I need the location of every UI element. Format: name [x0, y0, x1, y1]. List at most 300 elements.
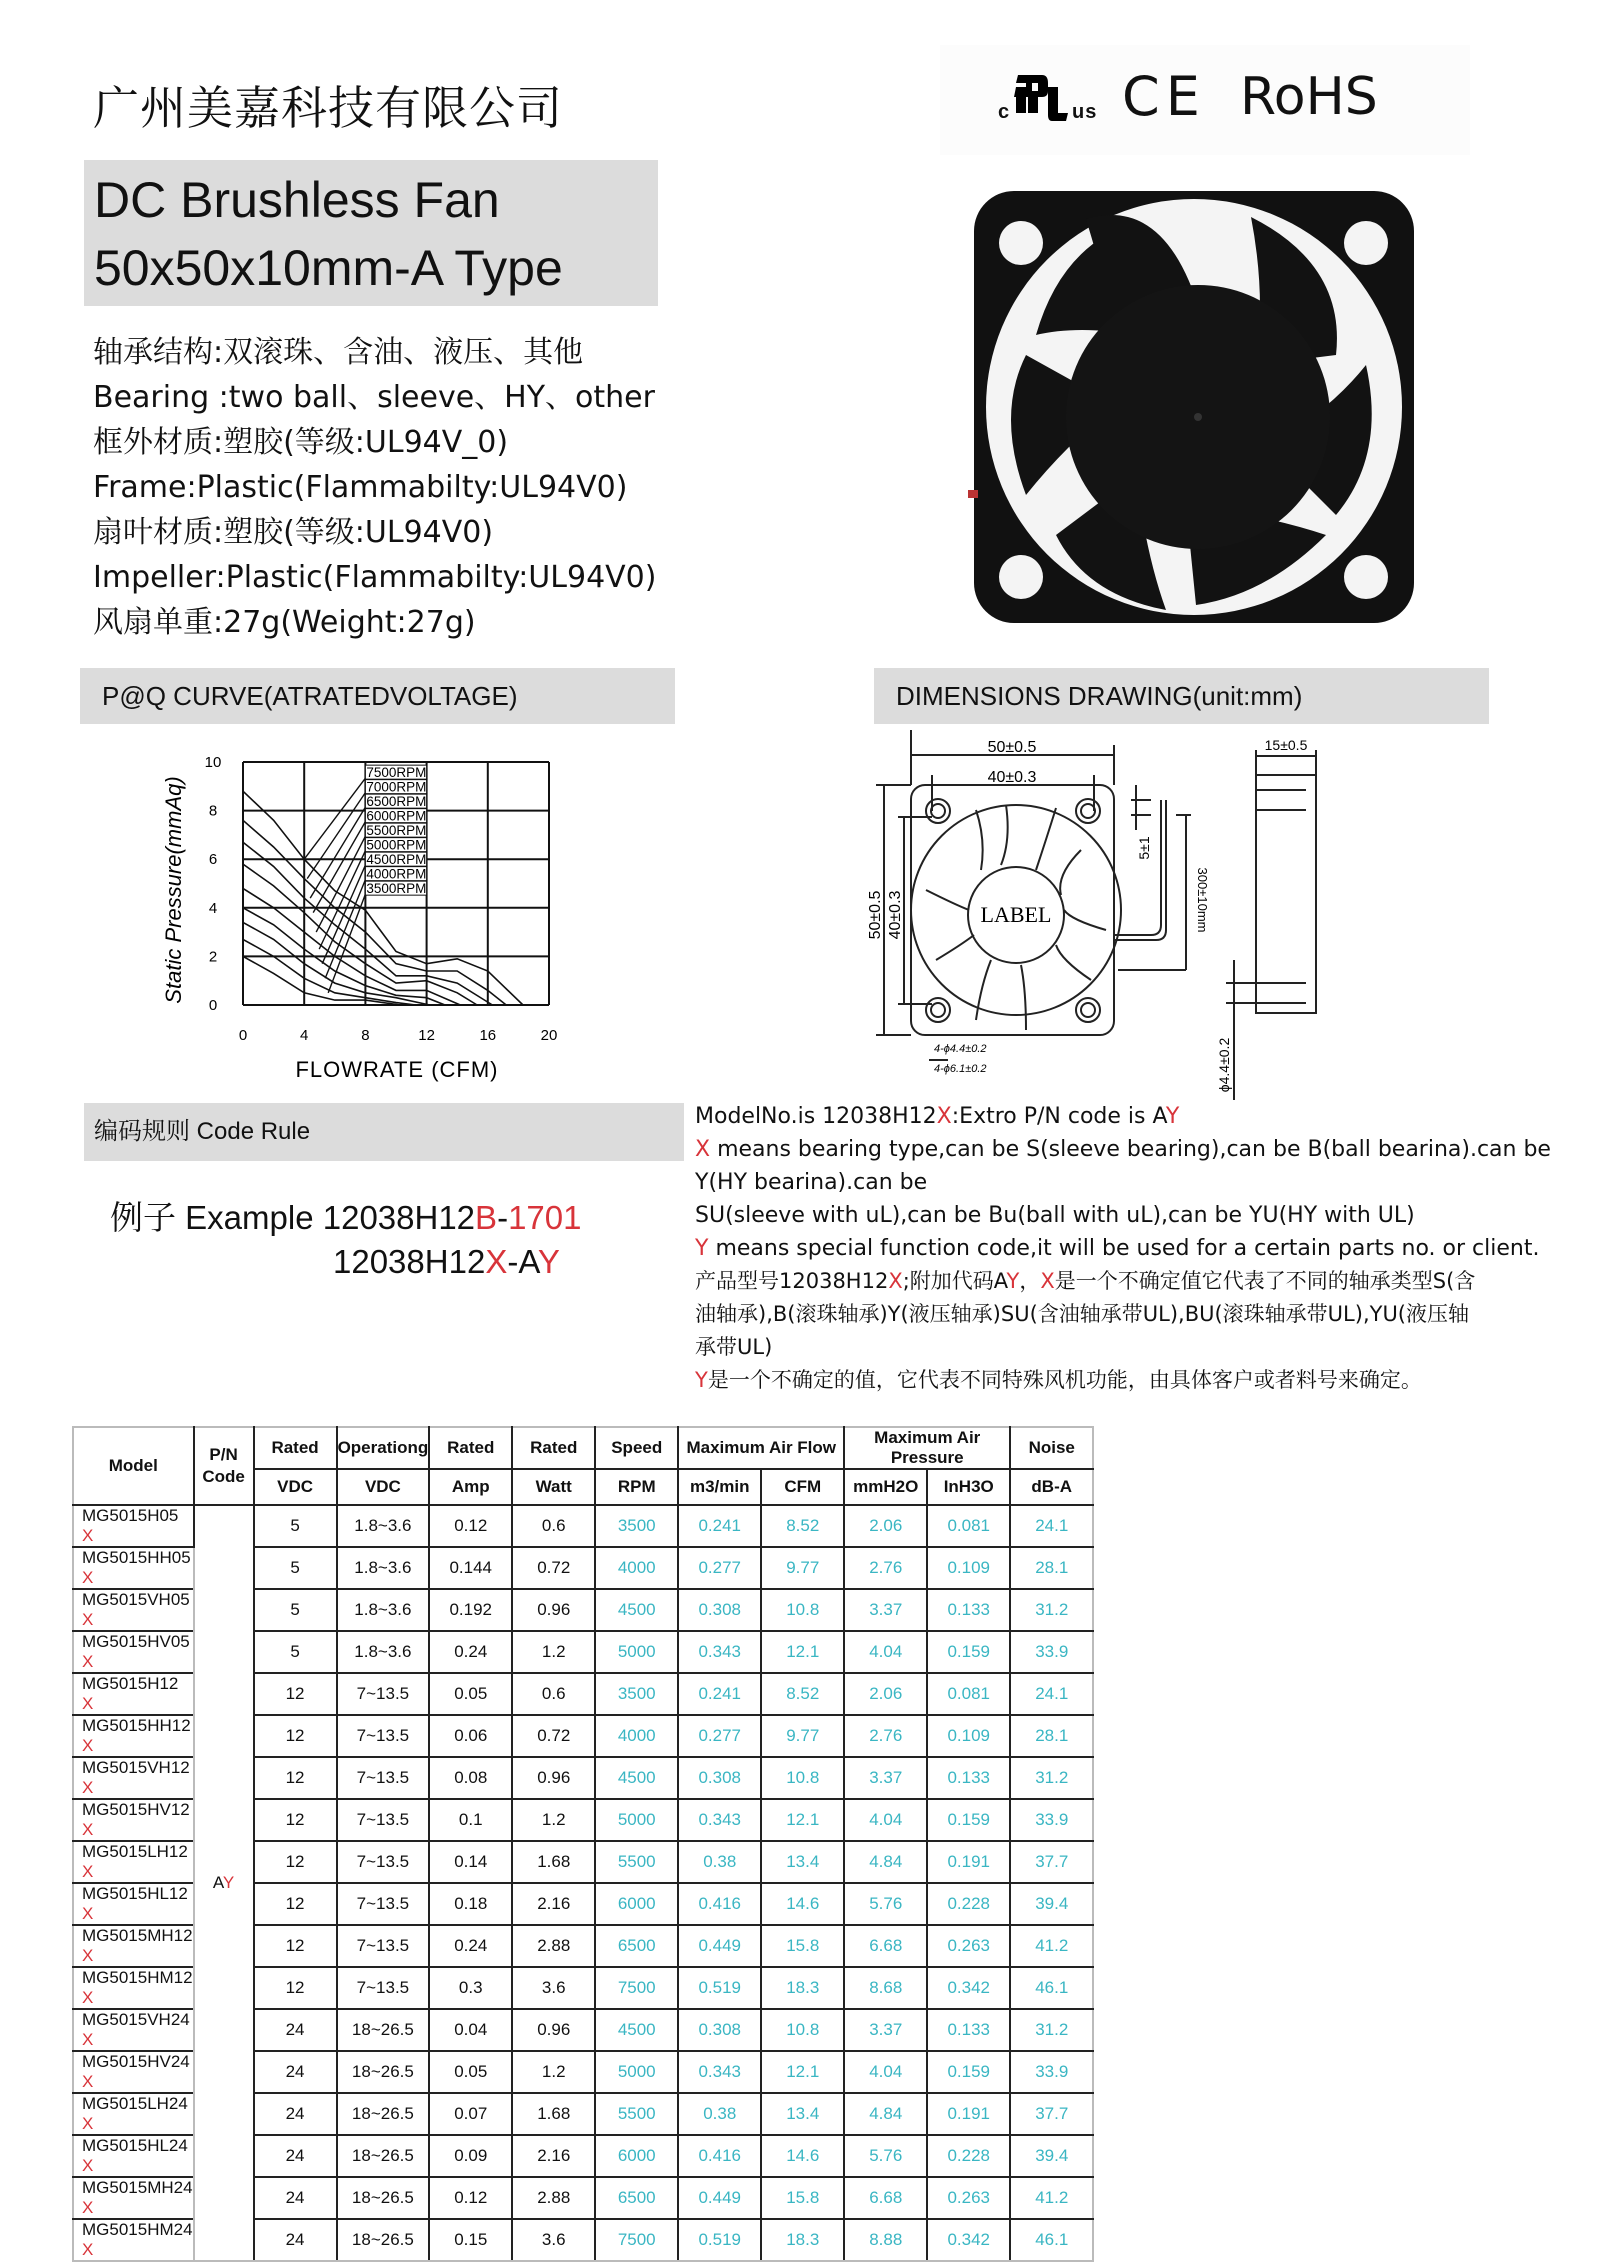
cell-vdc: 24: [254, 2093, 337, 2135]
cell-amp: 0.06: [429, 1715, 512, 1757]
cell-vdc: 24: [254, 2219, 337, 2261]
unit-header: Watt: [512, 1469, 595, 1505]
code-line: 油轴承),B(滚珠轴承)Y(液压轴承)SU(含油轴承带UL),BU(滚珠轴承带UL),YU(液压轴: [695, 1302, 1470, 1326]
cell-watt: 1.68: [512, 1841, 595, 1883]
model-base: MG5015MH12: [82, 1926, 193, 1945]
cell-m3: 0.38: [678, 1841, 761, 1883]
cell-amp: 0.192: [429, 1589, 512, 1631]
cell-watt: 3.6: [512, 1967, 595, 2009]
legend-label: 6000RPM: [366, 808, 427, 824]
model-base: MG5015HM24: [82, 2220, 193, 2239]
x-tick-label: 0: [238, 1027, 248, 1044]
cell-vdc: 12: [254, 1757, 337, 1799]
code-rule-description: [695, 1100, 1575, 1397]
cell-model: [73, 1505, 194, 1547]
col-header-noise: Noise: [1010, 1427, 1093, 1469]
dim-hole-spec2: 4-ϕ6.1±0.2: [934, 1063, 987, 1075]
dim-lead-offset: 5±1: [1136, 836, 1152, 860]
cell-cfm: 10.8: [761, 2009, 844, 2051]
cell-mm: 6.68: [844, 2177, 927, 2219]
model-base: MG5015LH24: [82, 2094, 188, 2113]
model-base: MG5015HL12: [82, 1884, 188, 1903]
ul-c-text: c: [998, 101, 1010, 123]
dim-side-hole: ϕ4.4±0.2: [1216, 1037, 1232, 1093]
model-base: MG5015HL24: [82, 2136, 188, 2155]
pq-curve-title: P@Q CURVE(ATRATEDVOLTAGE): [102, 681, 518, 711]
cell-cfm: 18.3: [761, 1967, 844, 2009]
dimensions-header: [874, 668, 1489, 724]
model-x-suffix: X: [82, 2156, 94, 2175]
unit-header: mmH2O: [844, 1469, 927, 1505]
cell-op: 7~13.5: [337, 1715, 430, 1757]
model-base: MG5015HV12: [82, 1800, 190, 1819]
model-x-suffix: X: [82, 1904, 94, 1923]
model-x-suffix: X: [82, 2072, 94, 2091]
cell-inh: 0.133: [927, 2009, 1010, 2051]
model-x-suffix: X: [82, 1988, 94, 2007]
cell-m3: 0.277: [678, 1715, 761, 1757]
cell-watt: 3.6: [512, 2219, 595, 2261]
model-x-suffix: X: [82, 1694, 94, 1713]
cell-rpm: 4000: [595, 1547, 678, 1589]
cell-m3: 0.343: [678, 2051, 761, 2093]
cell-vdc: 12: [254, 1883, 337, 1925]
cell-db: 46.1: [1010, 1967, 1093, 2009]
legend-label: 5000RPM: [366, 837, 427, 853]
cell-inh: 0.109: [927, 1547, 1010, 1589]
cell-watt: 1.2: [512, 2051, 595, 2093]
cell-model: [73, 1589, 194, 1631]
cell-amp: 0.18: [429, 1883, 512, 1925]
model-base: MG5015MH24: [82, 2178, 193, 2197]
legend-label: 4500RPM: [366, 852, 427, 868]
cell-op: 7~13.5: [337, 1757, 430, 1799]
cell-cfm: 12.1: [761, 1799, 844, 1841]
cell-db: 33.9: [1010, 1631, 1093, 1673]
cell-vdc: 12: [254, 1673, 337, 1715]
spec-line: 框外材质:塑胶(等级:UL94V_0): [93, 425, 509, 460]
y-tick-label: 0: [208, 997, 218, 1014]
cell-inh: 0.263: [927, 1925, 1010, 1967]
cell-cfm: 13.4: [761, 1841, 844, 1883]
cell-db: 37.7: [1010, 2093, 1093, 2135]
cell-op: 7~13.5: [337, 1673, 430, 1715]
cell-model: [73, 1547, 194, 1589]
model-base: MG5015HH05: [82, 1548, 191, 1567]
model-base: MG5015VH05: [82, 1590, 190, 1609]
cell-op: 1.8~3.6: [337, 1589, 430, 1631]
product-title-line2: 50x50x10mm-A Type: [94, 240, 563, 296]
col-header-speed: Speed: [595, 1427, 678, 1469]
model-x-suffix: X: [82, 2114, 94, 2133]
example-base: 12038H12: [333, 1243, 486, 1280]
code-line: Y(HY bearina).can be: [695, 1170, 928, 1195]
dim-lead-length: 300±10mm: [1195, 867, 1210, 933]
cell-inh: 0.133: [927, 1757, 1010, 1799]
cell-rpm: 6500: [595, 2177, 678, 2219]
cell-db: 33.9: [1010, 1799, 1093, 1841]
model-base: MG5015LH12: [82, 1842, 188, 1861]
table-row: [73, 1505, 1093, 1547]
cell-db: 31.2: [1010, 1757, 1093, 1799]
series-line: [243, 939, 416, 1005]
unit-header: VDC: [337, 1469, 430, 1505]
cell-rpm: 6000: [595, 2135, 678, 2177]
cell-db: 33.9: [1010, 2051, 1093, 2093]
col-header-pn-code: P/N Code: [194, 1427, 254, 1505]
cell-watt: 0.72: [512, 1715, 595, 1757]
fan-product-photo: [966, 155, 1426, 635]
cell-watt: 1.2: [512, 1799, 595, 1841]
cell-db: 39.4: [1010, 1883, 1093, 1925]
cell-rpm: 5000: [595, 2051, 678, 2093]
model-base: MG5015H12: [82, 1674, 179, 1693]
product-title-line1: DC Brushless Fan: [94, 172, 500, 228]
unit-header: InH3O: [927, 1469, 1010, 1505]
cell-amp: 0.14: [429, 1841, 512, 1883]
cell-m3: 0.416: [678, 2135, 761, 2177]
spec-list: [93, 330, 656, 645]
product-title-box: [84, 160, 658, 306]
pn-code-y: Y: [222, 1873, 235, 1892]
model-x-suffix: X: [82, 1568, 94, 1587]
cell-op: 18~26.5: [337, 2219, 430, 2261]
cell-inh: 0.228: [927, 1883, 1010, 1925]
chart-x-axis-label: FLOWRATE (CFM): [295, 1057, 499, 1082]
x-tick-label: 16: [479, 1027, 497, 1044]
code-line: Y是一个不确定的值，它代表不同特殊风机功能，由具体客户或者料号来确定。: [695, 1368, 1422, 1392]
cell-op: 7~13.5: [337, 1967, 430, 2009]
cell-vdc: 12: [254, 1925, 337, 1967]
cell-db: 41.2: [1010, 1925, 1093, 1967]
cell-rpm: 5000: [595, 1631, 678, 1673]
dimensions-drawing: [866, 730, 1426, 1100]
cell-cfm: 14.6: [761, 2135, 844, 2177]
cell-amp: 0.07: [429, 2093, 512, 2135]
cell-watt: 1.68: [512, 2093, 595, 2135]
cell-rpm: 3500: [595, 1673, 678, 1715]
cell-watt: 2.16: [512, 2135, 595, 2177]
cell-inh: 0.191: [927, 1841, 1010, 1883]
cell-op: 18~26.5: [337, 2009, 430, 2051]
cell-cfm: 13.4: [761, 2093, 844, 2135]
cell-cfm: 15.8: [761, 1925, 844, 1967]
cell-db: 24.1: [1010, 1673, 1093, 1715]
cell-mm: 3.37: [844, 1757, 927, 1799]
cell-op: 18~26.5: [337, 2093, 430, 2135]
cell-cfm: 9.77: [761, 1715, 844, 1757]
cell-model: [73, 1673, 194, 1715]
cell-watt: 2.16: [512, 1883, 595, 1925]
cell-inh: 0.159: [927, 1799, 1010, 1841]
dim-hole-spec1: 4-ϕ4.4±0.2: [934, 1043, 987, 1055]
model-base: MG5015H05: [82, 1506, 179, 1525]
cell-vdc: 24: [254, 2135, 337, 2177]
company-name: 广州美嘉科技有限公司: [93, 81, 563, 135]
cell-inh: 0.159: [927, 2051, 1010, 2093]
cell-m3: 0.449: [678, 1925, 761, 1967]
cell-m3: 0.241: [678, 1505, 761, 1547]
cell-mm: 2.76: [844, 1715, 927, 1757]
code-example-1: [110, 1192, 581, 1239]
code-example-2: [333, 1243, 560, 1281]
cell-model: [73, 1925, 194, 1967]
model-base: MG5015HV24: [82, 2052, 190, 2071]
model-x-suffix: X: [82, 1862, 94, 1881]
code-rule-header: [84, 1103, 684, 1161]
spec-line: Bearing :two ball、sleeve、HY、other: [93, 380, 655, 415]
cell-watt: 0.6: [512, 1673, 595, 1715]
cell-cfm: 14.6: [761, 1883, 844, 1925]
model-x-suffix: X: [82, 1778, 94, 1797]
cell-cfm: 15.8: [761, 2177, 844, 2219]
cell-amp: 0.04: [429, 2009, 512, 2051]
cell-amp: 0.08: [429, 1757, 512, 1799]
cell-op: 1.8~3.6: [337, 1505, 430, 1547]
example-dash: -A: [507, 1243, 538, 1280]
cell-watt: 2.88: [512, 1925, 595, 1967]
y-tick-label: 10: [204, 754, 222, 771]
model-base: MG5015VH24: [82, 2010, 190, 2029]
cell-cfm: 8.52: [761, 1505, 844, 1547]
cell-inh: 0.081: [927, 1505, 1010, 1547]
model-base: MG5015HH12: [82, 1716, 191, 1735]
cell-op: 7~13.5: [337, 1841, 430, 1883]
pq-curve-header: [80, 668, 675, 724]
code-line: ModelNo.is 12038H12X:Extro P/N code is AY: [695, 1104, 1180, 1129]
cell-op: 7~13.5: [337, 1799, 430, 1841]
unit-header: RPM: [595, 1469, 678, 1505]
unit-header: dB-A: [1010, 1469, 1093, 1505]
spec-line: 风扇单重:27g(Weight:27g): [93, 605, 476, 640]
legend-label: 5500RPM: [366, 823, 427, 839]
cell-vdc: 5: [254, 1589, 337, 1631]
cell-inh: 0.191: [927, 2093, 1010, 2135]
cell-amp: 0.05: [429, 2051, 512, 2093]
cell-m3: 0.519: [678, 2219, 761, 2261]
model-x-suffix: X: [82, 1820, 94, 1839]
cell-rpm: 5000: [595, 1799, 678, 1841]
cell-db: 41.2: [1010, 2177, 1093, 2219]
y-tick-label: 4: [208, 899, 218, 917]
col-header-rated-voltage: Rated: [254, 1427, 337, 1469]
cell-watt: 0.96: [512, 1757, 595, 1799]
fan-label-text: LABEL: [980, 902, 1052, 927]
cell-rpm: 4500: [595, 2009, 678, 2051]
cell-m3: 0.308: [678, 1589, 761, 1631]
cell-amp: 0.09: [429, 2135, 512, 2177]
code-line: SU(sleeve with uL),can be Bu(ball with uL),can be YU(HY with UL): [695, 1203, 1415, 1228]
example-y: Y: [537, 1243, 560, 1280]
series-line: [243, 888, 460, 1005]
cell-mm: 4.04: [844, 1631, 927, 1673]
ul-us-text: us: [1072, 101, 1098, 123]
cell-mm: 5.76: [844, 2135, 927, 2177]
dimensions-title: DIMENSIONS DRAWING(unit:mm): [896, 681, 1303, 711]
cell-db: 24.1: [1010, 1505, 1093, 1547]
cell-mm: 2.06: [844, 1505, 927, 1547]
spec-table: [72, 1426, 1094, 2262]
x-tick-label: 4: [300, 1027, 309, 1044]
x-tick-label: 12: [418, 1027, 435, 1044]
cell-db: 31.2: [1010, 2009, 1093, 2051]
cell-watt: 0.6: [512, 1505, 595, 1547]
cell-rpm: 4500: [595, 1757, 678, 1799]
cell-m3: 0.416: [678, 1883, 761, 1925]
unit-header: Amp: [429, 1469, 512, 1505]
cell-rpm: 5500: [595, 1841, 678, 1883]
ce-mark: CE: [1122, 65, 1206, 128]
cell-model: [73, 2135, 194, 2177]
cell-op: 7~13.5: [337, 1925, 430, 1967]
cell-op: 1.8~3.6: [337, 1547, 430, 1589]
model-x-suffix: X: [82, 1736, 94, 1755]
model-base: MG5015VH12: [82, 1758, 190, 1777]
cell-op: 18~26.5: [337, 2135, 430, 2177]
cell-inh: 0.228: [927, 2135, 1010, 2177]
cell-m3: 0.308: [678, 1757, 761, 1799]
cell-model: [73, 1841, 194, 1883]
cell-cfm: 9.77: [761, 1547, 844, 1589]
cell-cfm: 10.8: [761, 1589, 844, 1631]
cell-model: [73, 2093, 194, 2135]
model-x-suffix: X: [82, 2240, 94, 2259]
x-tick-label: 20: [540, 1027, 558, 1044]
cell-pn-code: [194, 1505, 254, 2261]
cell-vdc: 12: [254, 1715, 337, 1757]
dim-thickness: 15±0.5: [1264, 737, 1308, 753]
cell-rpm: 6500: [595, 1925, 678, 1967]
y-tick-label: 6: [208, 851, 218, 869]
model-x-suffix: X: [82, 2198, 94, 2217]
code-line: Y means special function code,it will be used for a certain parts no. or client.: [695, 1236, 1540, 1261]
y-tick-label: 2: [208, 948, 218, 966]
cell-inh: 0.109: [927, 1715, 1010, 1757]
col-header-operating-voltage: Operationg: [337, 1427, 430, 1469]
example-base: 12038H12: [322, 1199, 476, 1236]
example-label: 例子 Example: [110, 1199, 323, 1236]
cell-inh: 0.342: [927, 1967, 1010, 2009]
cell-mm: 4.84: [844, 2093, 927, 2135]
spec-line: Impeller:Plastic(Flammabilty:UL94V0): [93, 560, 657, 595]
pq-curve-chart: [135, 740, 615, 1090]
cell-mm: 4.04: [844, 2051, 927, 2093]
unit-header: m3/min: [678, 1469, 761, 1505]
cell-db: 46.1: [1010, 2219, 1093, 2261]
cell-db: 39.4: [1010, 2135, 1093, 2177]
cell-amp: 0.12: [429, 2177, 512, 2219]
cell-rpm: 7500: [595, 2219, 678, 2261]
cell-db: 31.2: [1010, 1589, 1093, 1631]
cell-m3: 0.241: [678, 1673, 761, 1715]
cell-op: 7~13.5: [337, 1883, 430, 1925]
cell-m3: 0.449: [678, 2177, 761, 2219]
cell-model: [73, 1715, 194, 1757]
model-x-suffix: X: [82, 1652, 94, 1671]
cell-amp: 0.05: [429, 1673, 512, 1715]
cell-model: [73, 1967, 194, 2009]
cell-db: 28.1: [1010, 1547, 1093, 1589]
code-line: X means bearing type,can be S(sleeve bearing),can be B(ball bearina).can be: [695, 1137, 1551, 1162]
dim-width-outer: 50±0.5: [987, 739, 1037, 756]
cell-inh: 0.133: [927, 1589, 1010, 1631]
cell-watt: 2.88: [512, 2177, 595, 2219]
cell-cfm: 12.1: [761, 1631, 844, 1673]
example-x: B: [475, 1199, 498, 1236]
cell-vdc: 12: [254, 1799, 337, 1841]
cell-cfm: 8.52: [761, 1673, 844, 1715]
cell-cfm: 12.1: [761, 2051, 844, 2093]
cell-rpm: 7500: [595, 1967, 678, 2009]
ul-logo: [998, 67, 1098, 127]
cell-m3: 0.308: [678, 2009, 761, 2051]
cell-mm: 4.84: [844, 1841, 927, 1883]
cell-m3: 0.343: [678, 1799, 761, 1841]
pn-code-a: A: [212, 1873, 223, 1892]
certification-logos: [940, 45, 1470, 155]
cell-inh: 0.342: [927, 2219, 1010, 2261]
legend-label: 4000RPM: [366, 866, 427, 882]
cell-amp: 0.15: [429, 2219, 512, 2261]
cell-mm: 4.04: [844, 1799, 927, 1841]
model-x-suffix: X: [82, 1610, 94, 1629]
cell-db: 28.1: [1010, 1715, 1093, 1757]
model-x-suffix: X: [82, 2030, 94, 2049]
example-x: X: [485, 1243, 508, 1280]
cell-vdc: 24: [254, 2009, 337, 2051]
cell-model: [73, 2009, 194, 2051]
cell-rpm: 4500: [595, 1589, 678, 1631]
unit-header: CFM: [761, 1469, 844, 1505]
code-line: 承带UL): [695, 1335, 773, 1359]
cell-watt: 0.96: [512, 1589, 595, 1631]
spec-line: 扇叶材质:塑胶(等级:UL94V0): [93, 515, 494, 550]
cell-op: 18~26.5: [337, 2051, 430, 2093]
legend-label: 7000RPM: [366, 779, 427, 795]
cell-vdc: 5: [254, 1547, 337, 1589]
code-line: 产品型号12038H12X;附加代码AY，X是一个不确定值它代表了不同的轴承类型S(含: [695, 1269, 1476, 1293]
cell-mm: 6.68: [844, 1925, 927, 1967]
cell-inh: 0.159: [927, 1631, 1010, 1673]
ul-mark-icon: [1012, 73, 1070, 123]
col-header-rated-current: Rated: [429, 1427, 512, 1469]
cell-amp: 0.1: [429, 1799, 512, 1841]
cell-watt: 1.2: [512, 1631, 595, 1673]
cell-model: [73, 1883, 194, 1925]
cell-m3: 0.343: [678, 1631, 761, 1673]
col-header-max-air-flow: Maximum Air Flow: [678, 1427, 844, 1469]
cell-model: [73, 1799, 194, 1841]
cell-rpm: 5500: [595, 2093, 678, 2135]
dim-height-outer: 50±0.5: [867, 890, 884, 940]
cell-rpm: 4000: [595, 1715, 678, 1757]
legend-label: 3500RPM: [366, 881, 427, 897]
cell-cfm: 18.3: [761, 2219, 844, 2261]
cell-model: [73, 2219, 194, 2261]
rohs-mark: RoHS: [1240, 67, 1378, 127]
legend-label: 7500RPM: [366, 765, 427, 781]
cell-watt: 0.72: [512, 1547, 595, 1589]
model-base: MG5015HV05: [82, 1632, 190, 1651]
y-tick-label: 8: [208, 802, 218, 820]
cell-db: 37.7: [1010, 1841, 1093, 1883]
cell-amp: 0.12: [429, 1505, 512, 1547]
cell-vdc: 5: [254, 1631, 337, 1673]
cell-rpm: 6000: [595, 1883, 678, 1925]
cell-model: [73, 2177, 194, 2219]
cell-amp: 0.144: [429, 1547, 512, 1589]
cell-inh: 0.081: [927, 1673, 1010, 1715]
